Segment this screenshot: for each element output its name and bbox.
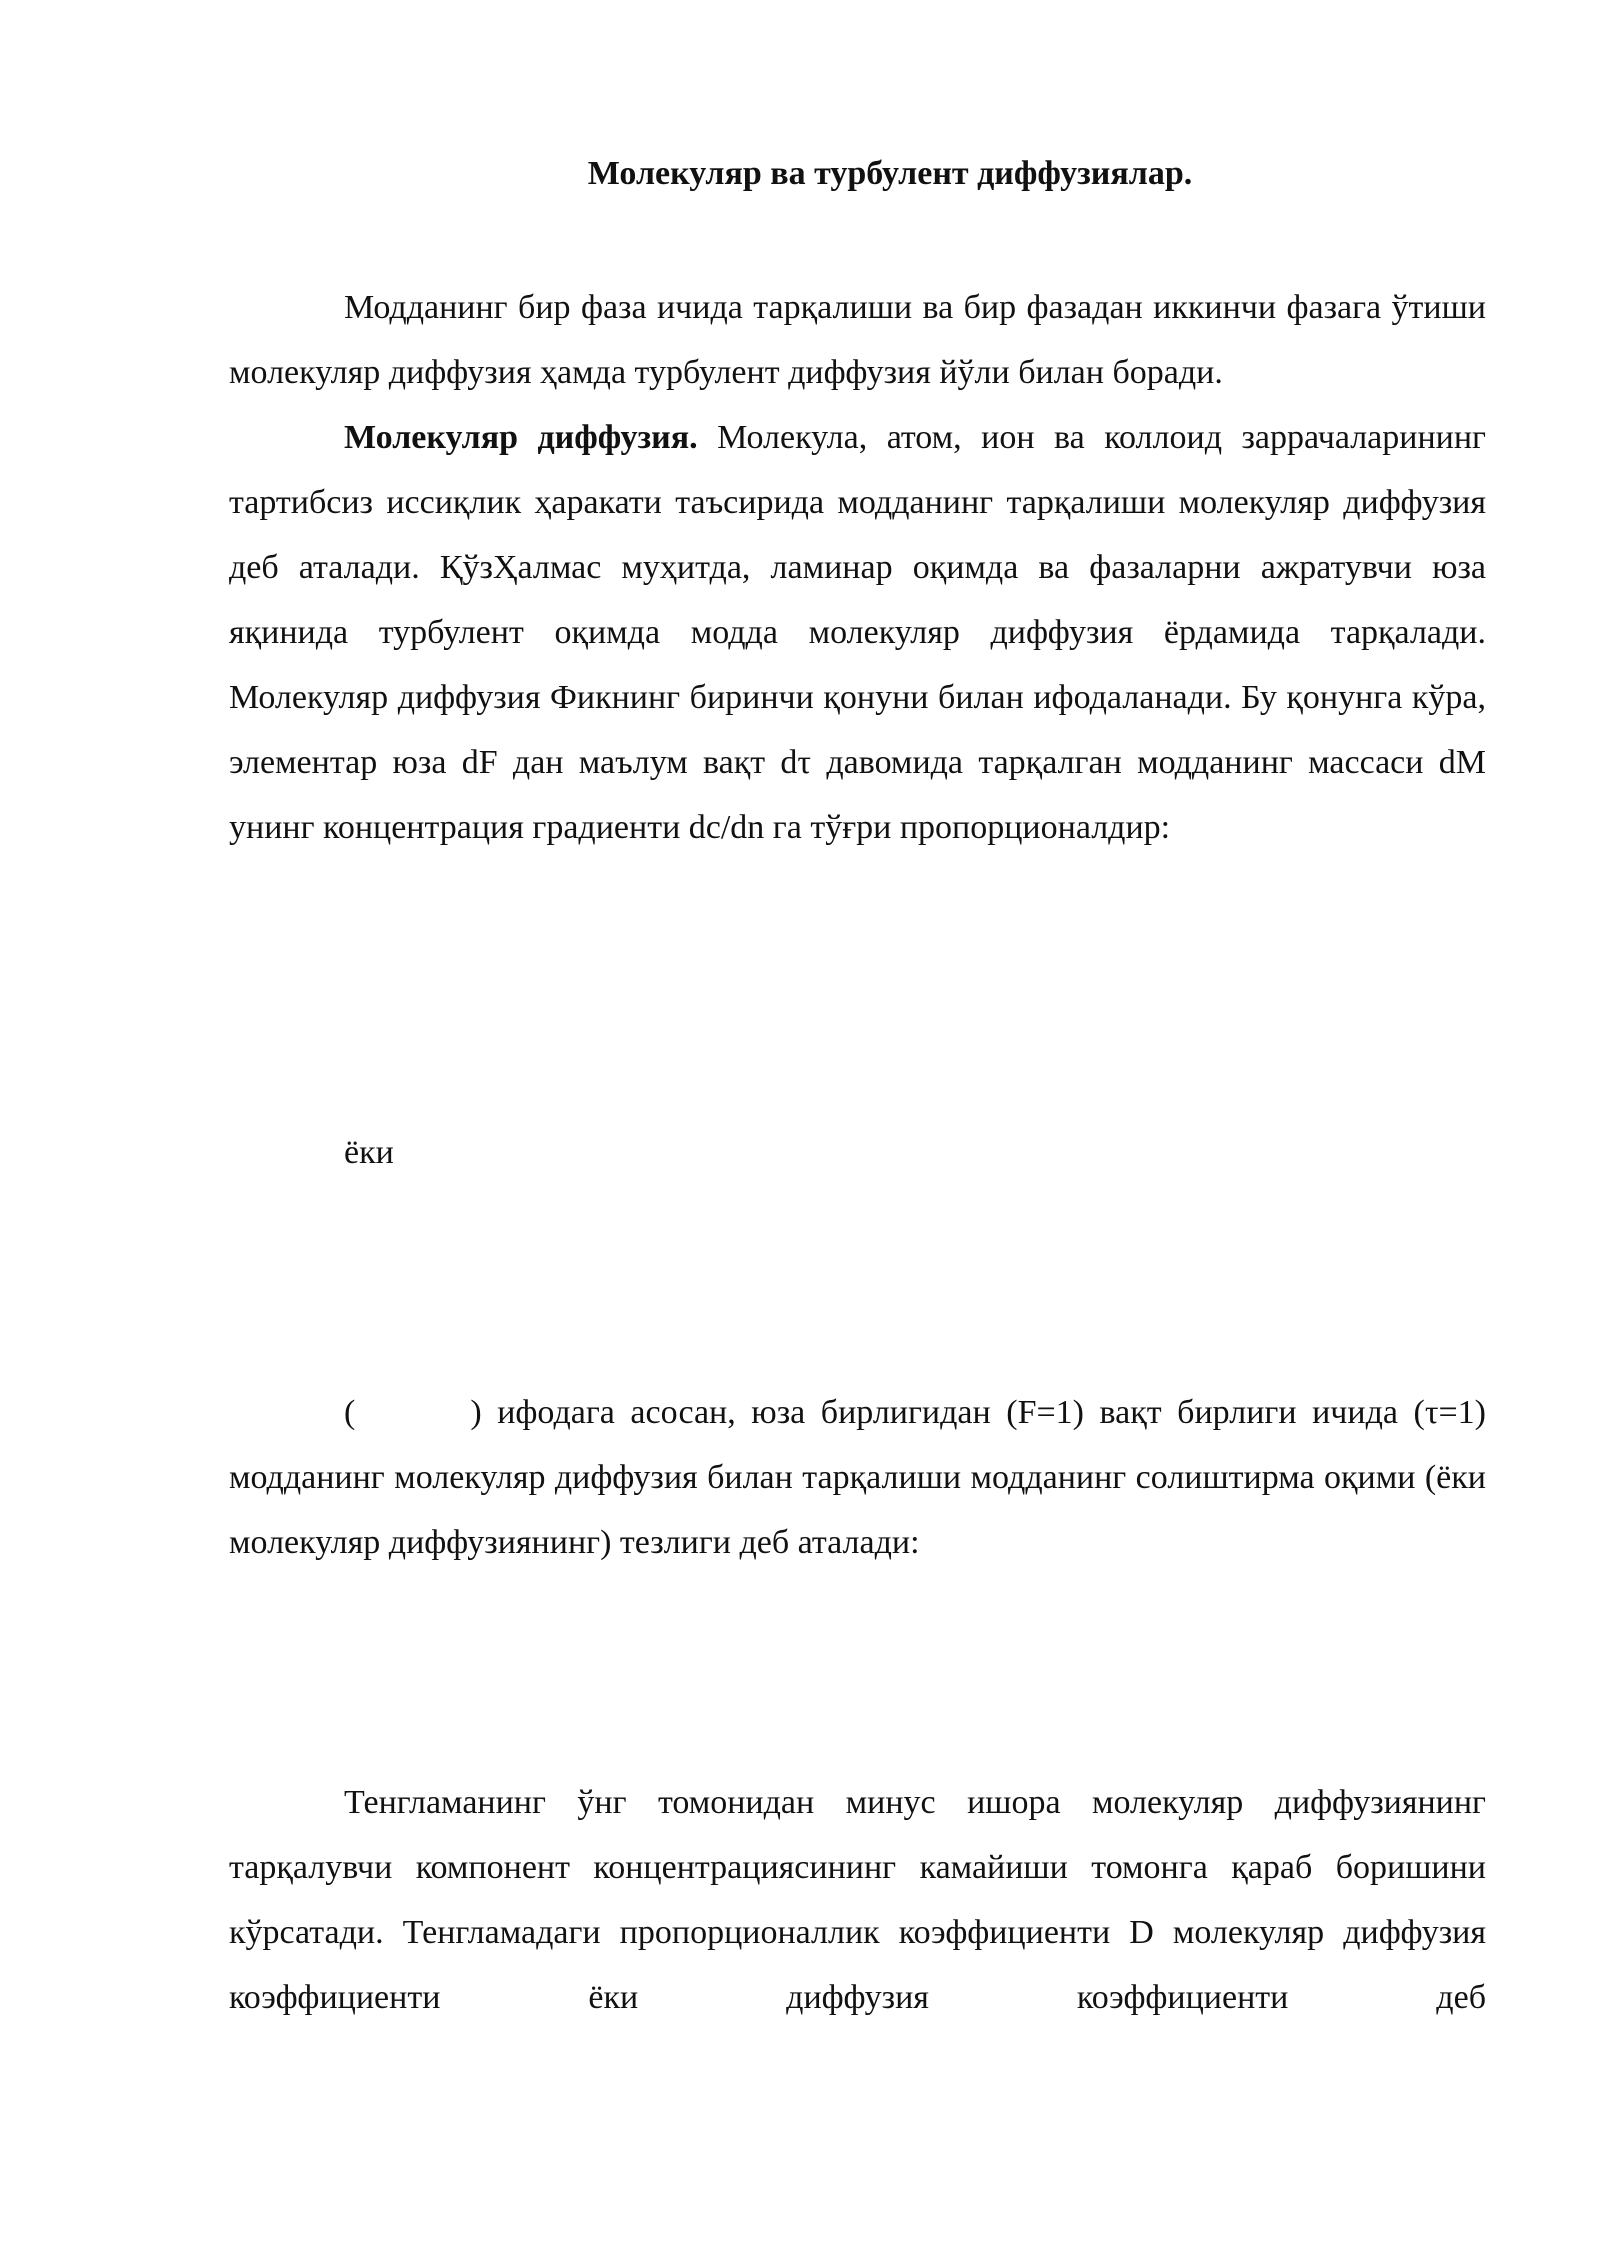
paragraph-lead-bold: Молекуляр диффузия. bbox=[344, 419, 698, 456]
paragraph-intro: Модданинг бир фаза ичида тарқалиши ва бир фазадан иккинчи фазага ўтиши молекуляр диффузия ҳамда турбулент диффузия йўли билан боради. bbox=[229, 289, 1486, 391]
paragraph-open-paren: ( bbox=[344, 1394, 356, 1431]
paragraph-body: ) ифодага асосан, юза бирлигидан (F=1) вақт бирлиги ичида (τ=1) модданинг молекуляр диффузия билан тарқалиши модданинг солиштирма оқими (ёки молекуляр диффузиянинг) тезлиги деб аталади: bbox=[229, 1394, 1486, 1561]
paragraph-body: Молекула, атом, ион ва коллоид заррачаларининг тартибсиз иссиқлик ҳаракати таъсирида модданинг тарқалиши молекуляр диффузия деб аталади. ҚўзҲалмас муҳитда, ламинар оқимда ва фазаларни ажратувчи юза яқинида турбулент оқимда модда молекуляр диффузия ёрдамида тарқалади. Молекуляр диффузия Фикнинг биринчи қонуни билан ифодаланади. Бу қонунга кўра, элементар юза dF дан маълум вақт dτ давомида тарқалган модданинг массаси dM унинг концентрация градиенти dc/dn га тўғри пропорционалдир: bbox=[229, 419, 1486, 846]
paragraph-equation-sign: Тенгламанинг ўнг томонидан минус ишора молекуляр диффузиянинг тарқалувчи компонент концентрациясининг камайиши томонга қараб боришини кўрсатади. Тенгламадаги пропорционаллик коэффициенти D молекуляр диффузия коэффициенти ёки диффузия коэффициенти деб bbox=[229, 1784, 1486, 2016]
document-title: Молекуляр ва турбулент диффузиялар. bbox=[587, 155, 1193, 192]
paragraph-molecular-diffusion bbox=[229, 405, 1486, 860]
connector-word: ёки bbox=[344, 1134, 394, 1171]
paragraph-specific-flux bbox=[229, 1380, 1486, 1575]
